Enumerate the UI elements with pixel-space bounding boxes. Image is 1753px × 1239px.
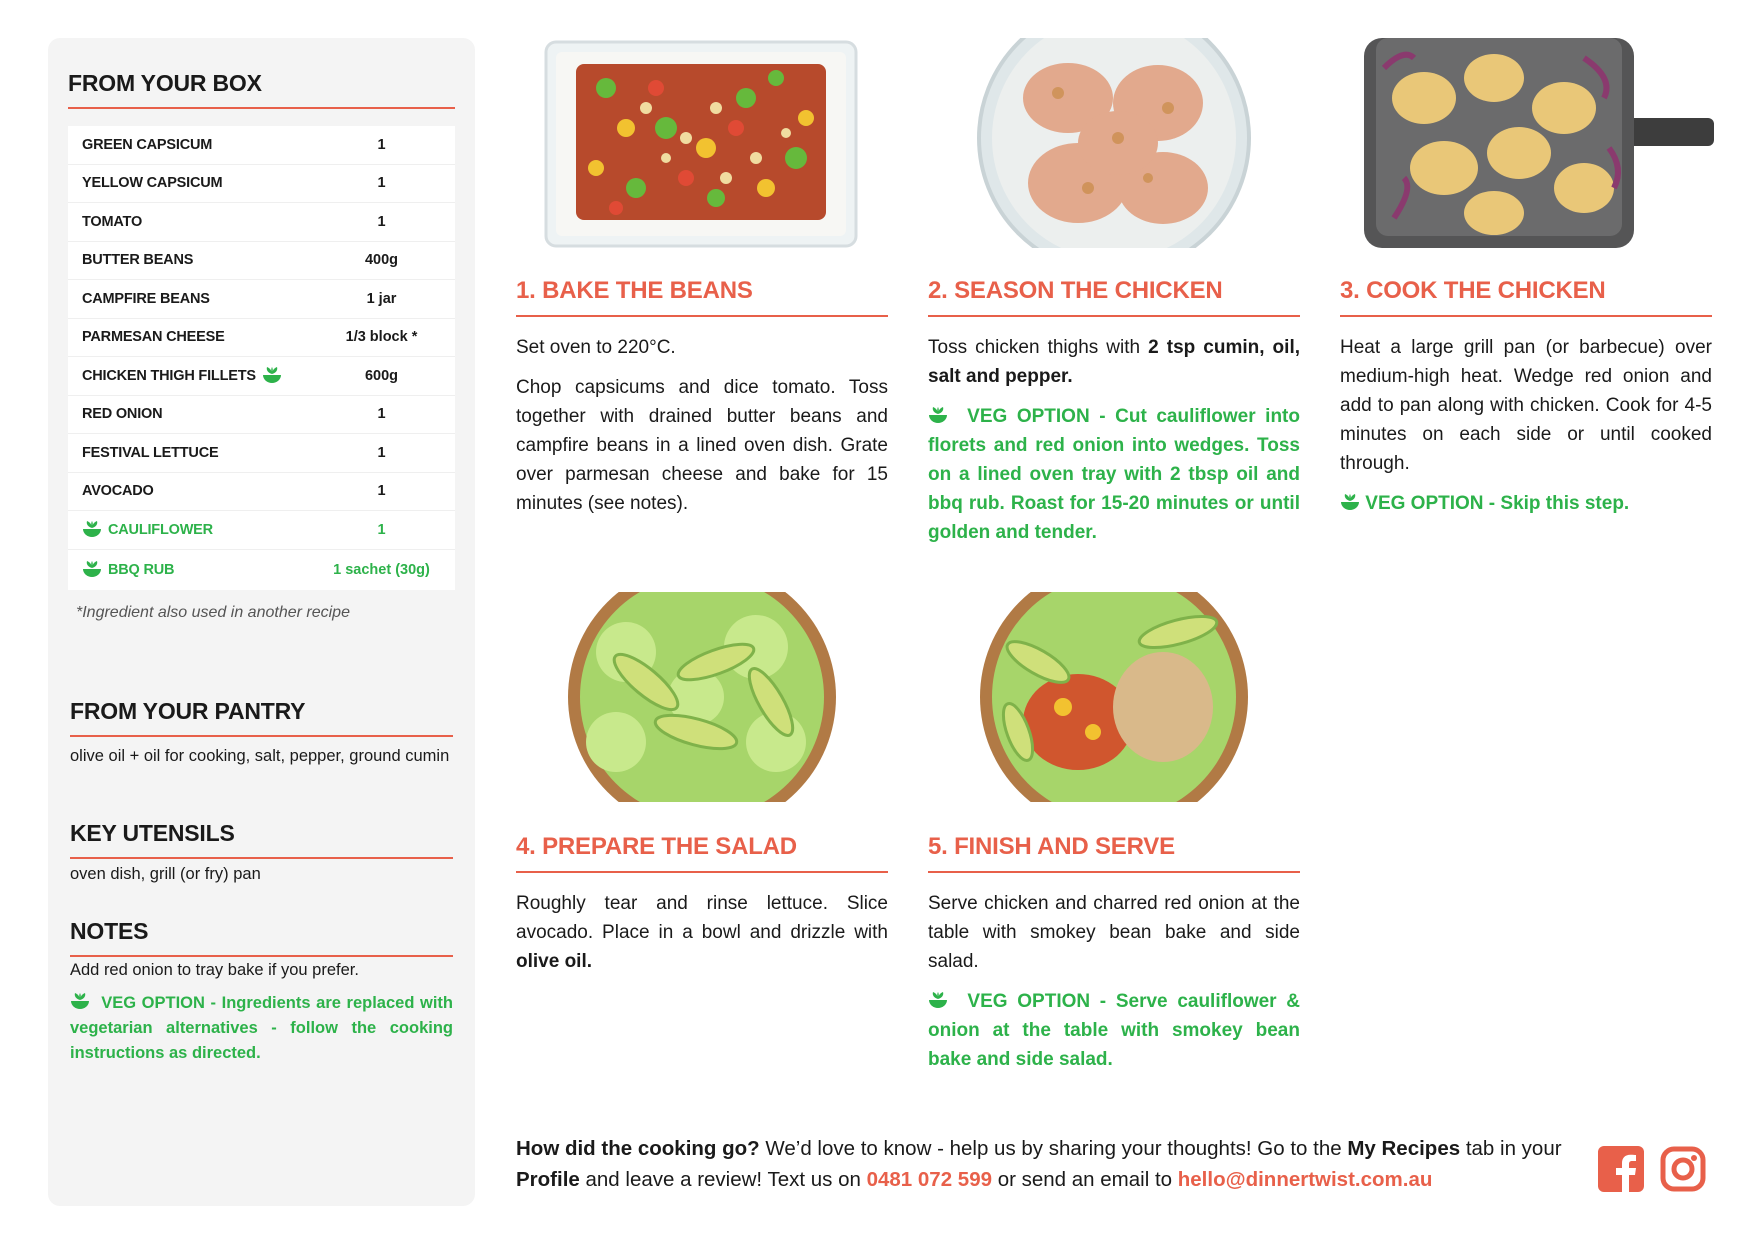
- veg-bowl-icon: [82, 561, 102, 579]
- footer-text: or send an email to: [992, 1168, 1178, 1191]
- notes-veg-option: [70, 991, 453, 1066]
- veg-bowl-icon: [928, 992, 948, 1010]
- veg-bowl-icon: [1340, 494, 1360, 512]
- ingredient-qty: 1 jar: [366, 290, 397, 307]
- step-1-body: [516, 333, 888, 518]
- step-4-text-bold: olive oil.: [516, 951, 593, 972]
- step-2-text-bold: 2 tsp cumin, oil, salt and pepper.: [928, 337, 1301, 387]
- step-3-veg-option: [1340, 489, 1712, 518]
- ingredient-name: PARMESAN CHEESE: [82, 329, 225, 346]
- ingredient-row-veg: [68, 550, 455, 590]
- veg-bowl-icon: [262, 367, 282, 385]
- ingredient-qty: 1: [377, 521, 386, 538]
- step-5-text: Serve chicken and charred red onion at the table with smokey bean bake and side salad.: [928, 893, 1300, 972]
- step-3-veg-text: VEG OPTION - Skip this step.: [1365, 493, 1630, 514]
- ingredient-name: GREEN CAPSICUM: [82, 136, 213, 153]
- step-4: [516, 833, 888, 987]
- ingredient-row-veg: [68, 511, 455, 550]
- veg-bowl-icon: [70, 993, 90, 1011]
- step-5-veg-option: [928, 987, 1300, 1074]
- step-2-veg-option: [928, 402, 1300, 547]
- step-5: [928, 833, 1300, 1085]
- facebook-icon[interactable]: [1598, 1146, 1644, 1192]
- ingredients-panel: [48, 38, 475, 1206]
- ingredient-row: [68, 396, 455, 435]
- ingredient-name-wrap: [82, 561, 352, 579]
- step-1: [516, 277, 888, 529]
- step-2-text: [928, 333, 1300, 391]
- ingredient-name: CAULIFLOWER: [108, 521, 213, 538]
- footer-question: How did the cooking go?: [516, 1137, 760, 1160]
- step-2-text-part: Toss chicken thighs with: [928, 337, 1149, 358]
- step-3-text: Heat a large grill pan (or barbecue) over medium-high heat. Wedge red onion and add to pan along with chicken. Cook for 4-5 minutes on each side or until cooked through.: [1340, 337, 1712, 474]
- ingredient-name: FESTIVAL LETTUCE: [82, 444, 219, 461]
- step-4-text-part: Roughly tear and rinse lettuce. Slice avocado. Place in a bowl and drizzle with: [516, 893, 888, 943]
- step-2-body: [928, 333, 1300, 547]
- footer-text: tab in your: [1460, 1137, 1562, 1160]
- ingredient-name: BUTTER BEANS: [82, 252, 194, 269]
- ingredient-row: [68, 280, 455, 319]
- instagram-icon[interactable]: [1660, 1146, 1706, 1192]
- ingredient-row: [68, 242, 455, 281]
- ingredient-row: [68, 357, 455, 396]
- step-4-body: [516, 889, 888, 976]
- step-3-body: [1340, 333, 1712, 518]
- ingredient-name: AVOCADO: [82, 483, 154, 500]
- profile-label: Profile: [516, 1168, 580, 1191]
- step-1-title: 1. BAKE THE BEANS: [516, 277, 888, 317]
- step-1-photo: [516, 38, 888, 248]
- step-3-title: 3. COOK THE CHICKEN: [1340, 277, 1712, 317]
- ingredient-qty: 1: [377, 213, 386, 230]
- ingredient-row: [68, 126, 455, 165]
- step-5-body: [928, 889, 1300, 1074]
- step-4-text: [516, 889, 888, 976]
- step-5-title: 5. FINISH AND SERVE: [928, 833, 1300, 873]
- step-1-text: Set oven to 220°C.: [516, 337, 676, 358]
- ingredient-qty: 1: [377, 483, 386, 500]
- ingredient-row: [68, 319, 455, 358]
- ingredient-name: TOMATO: [82, 213, 143, 230]
- veg-bowl-icon: [82, 521, 102, 539]
- veg-bowl-icon: [928, 407, 948, 425]
- step-4-photo: [516, 592, 888, 802]
- step-5-photo: [928, 592, 1300, 802]
- step-3-photo: [1344, 38, 1716, 248]
- ingredient-footnote: *Ingredient also used in another recipe: [76, 604, 350, 621]
- step-4-title: 4. PREPARE THE SALAD: [516, 833, 888, 873]
- footer-text: We’d love to know - help us by sharing your thoughts! Go to the: [759, 1137, 1348, 1160]
- ingredient-qty: 1: [377, 175, 386, 192]
- ingredient-qty: 1 sachet (30g): [333, 561, 430, 578]
- notes-text: Add red onion to tray bake if you prefer.: [70, 961, 359, 979]
- step-2: [928, 277, 1300, 558]
- feedback-footer: [516, 1133, 1566, 1195]
- footer-text: and leave a review! Text us on: [579, 1168, 867, 1191]
- pantry-text: olive oil + oil for cooking, salt, pepper, ground cumin: [70, 747, 450, 765]
- ingredient-qty: 600g: [364, 367, 399, 384]
- ingredient-name: RED ONION: [82, 406, 163, 423]
- ingredient-qty: 1: [377, 444, 386, 461]
- email-link[interactable]: hello@dinnertwist.com.au: [1177, 1168, 1433, 1191]
- step-2-photo: [928, 38, 1300, 248]
- phone-link[interactable]: 0481 072 599: [866, 1168, 992, 1191]
- notes-heading: NOTES: [70, 918, 453, 957]
- ingredient-qty: 1/3 block *: [345, 329, 418, 346]
- ingredient-name: YELLOW CAPSICUM: [82, 175, 223, 192]
- step-2-veg-text: VEG OPTION - Cut cauliflower into florets and red onion into wedges. Toss on a lined oven tray with 2 tbsp oil and bbq rub. Roast for 15-20 minutes or until golden and tender.: [928, 406, 1300, 543]
- pantry-heading: FROM YOUR PANTRY: [70, 698, 453, 737]
- ingredient-name: BBQ RUB: [108, 561, 175, 578]
- ingredient-row: [68, 165, 455, 204]
- ingredient-name-wrap: [82, 521, 352, 539]
- ingredient-qty: 400g: [364, 252, 399, 269]
- ingredient-row: [68, 434, 455, 473]
- step-5-veg-text: VEG OPTION - Serve cauliflower & onion at the table with smokey bean bake and side salad.: [928, 991, 1300, 1070]
- ingredient-row: [68, 473, 455, 512]
- step-3: [1340, 277, 1712, 529]
- step-1-text: Chop capsicums and dice tomato. Toss together with drained butter beans and campfire beans in a lined oven dish. Grate over parmesan cheese and bake for 15 minutes (see notes).: [516, 377, 888, 514]
- ingredient-name-wrap: [82, 367, 352, 385]
- step-2-title: 2. SEASON THE CHICKEN: [928, 277, 1300, 317]
- from-box-heading: FROM YOUR BOX: [68, 70, 455, 109]
- notes-veg-text: VEG OPTION - Ingredients are replaced with vegetarian alternatives - follow the cooking instructions as directed.: [70, 994, 453, 1062]
- ingredients-table: [68, 126, 455, 590]
- ingredient-row: [68, 203, 455, 242]
- my-recipes-label: My Recipes: [1347, 1137, 1461, 1160]
- utensils-heading: KEY UTENSILS: [70, 820, 453, 859]
- ingredient-qty: 1: [377, 406, 386, 423]
- ingredient-name: CAMPFIRE BEANS: [82, 290, 210, 307]
- utensils-text: oven dish, grill (or fry) pan: [70, 865, 261, 883]
- ingredient-qty: 1: [377, 136, 386, 153]
- ingredient-name: CHICKEN THIGH FILLETS: [82, 367, 256, 384]
